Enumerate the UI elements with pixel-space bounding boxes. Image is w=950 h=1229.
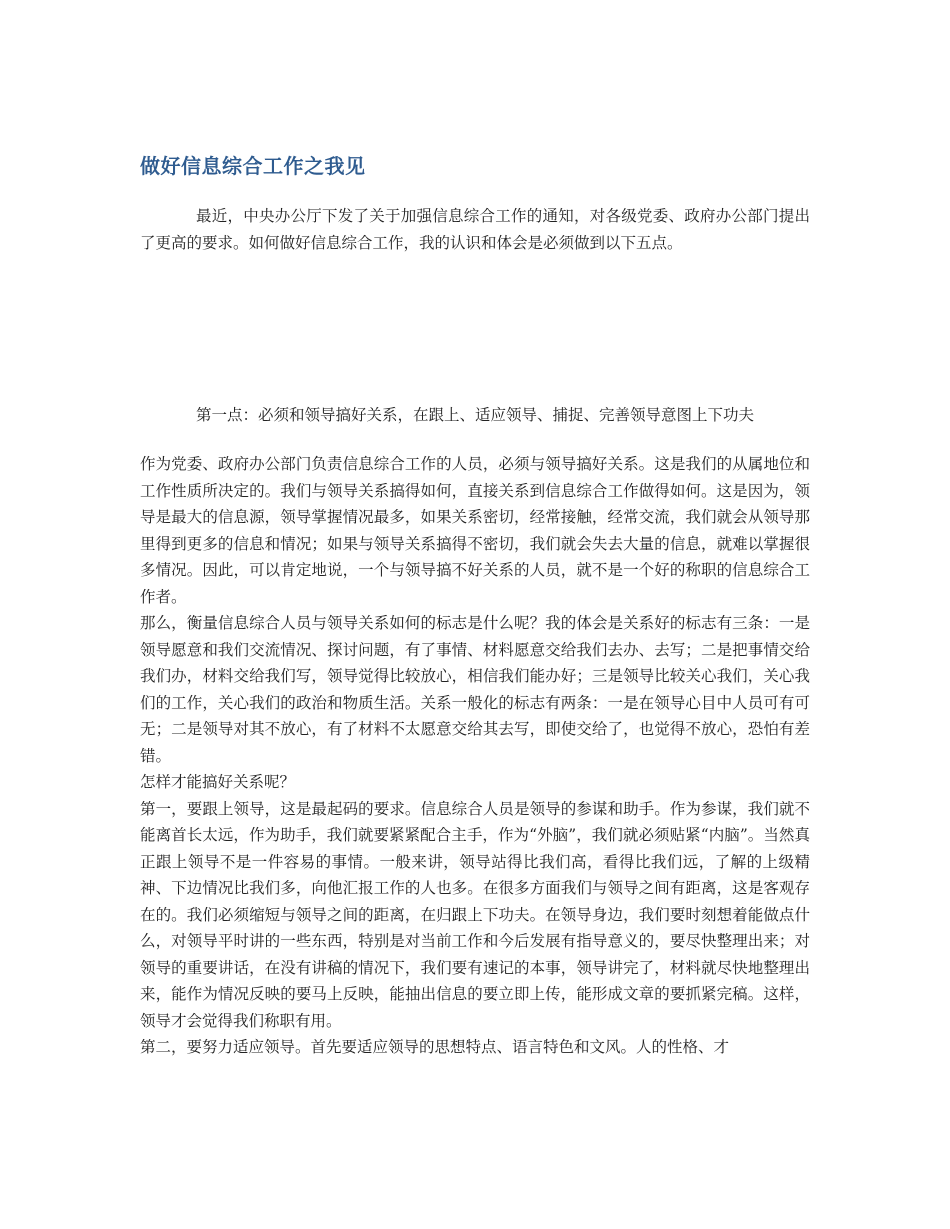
body-content <box>140 451 810 1061</box>
document-title: 做好信息综合工作之我见 <box>140 154 366 178</box>
body-paragraph: 第二，要努力适应领导。首先要适应领导的思想特点、语言特色和文风。人的性格、才 <box>140 1038 730 1056</box>
body-paragraph: 那么，衡量信息综合人员与领导关系如何的标志是什么呢？我的体会是关系好的标志有三条：一是领导愿意和我们交流情况、探讨问题，有了事情、材料愿意交给我们去办、去写；二是把事情交给我们办，材料交给我们写，领导觉得比较放心，相信我们能办好；三是领导比较关心我们，关心我们的工作，关心我们的政治和物质生活。关系一般化的标志有两条：一是在领导心目中人员可有可无；二是领导对其不放心，有了材料不太愿意交给其去写，即使交给了，也觉得不放心，恐怕有差错。 <box>140 614 810 765</box>
intro-paragraph: 最近，中央办公厅下发了关于加强信息综合工作的通知，对各级党委、政府办公部门提出了更高的要求。如何做好信息综合工作，我的认识和体会是必须做到以下五点。 <box>140 207 810 252</box>
point-one-heading: 第一点：必须和领导搞好关系，在跟上、适应领导、捕捉、完善领导意图上下功夫 <box>196 406 755 424</box>
body-paragraph: 作为党委、政府办公部门负责信息综合工作的人员，必须与领导搞好关系。这是我们的从属地位和工作性质所决定的。我们与领导关系搞得如何，直接关系到信息综合工作做得如何。这是因为，领导是最大的信息源，领导掌握情况最多，如果关系密切，经常接触，经常交流，我们就会从领导那里得到更多的信息和情况；如果与领导关系搞得不密切，我们就会失去大量的信息，就难以掌握很多情况。因此，可以肯定地说，一个与领导搞不好关系的人员，就不是一个好的称职的信息综合工作者。 <box>140 455 810 606</box>
body-paragraph: 第一，要跟上领导，这是最起码的要求。信息综合人员是领导的参谋和助手。作为参谋，我们就不能离首长太远，作为助手，我们就要紧紧配合主手，作为“外脑”，我们就必须贴紧“内脑”。当然真正跟上领导不是一件容易的事情。一般来讲，领导站得比我们高，看得比我们远，了解的上级精神、下边情况比我们多，向他汇报工作的人也多。在很多方面我们与领导之间有距离，这是客观存在的。我们必须缩短与领导之间的距离，在归跟上下功夫。在领导身边，我们要时刻想着能做点什么，对领导平时讲的一些东西，特别是对当前工作和今后发展有指导意义的，要尽快整理出来；对领导的重要讲话，在没有讲稿的情况下，我们要有速记的本事，领导讲完了，材料就尽快地整理出来，能作为情况反映的要马上反映，能抽出信息的要立即上传，能形成文章的要抓紧完稿。这样，领导才会觉得我们称职有用。 <box>140 799 810 1030</box>
body-paragraph: 怎样才能搞好关系呢？ <box>140 773 296 791</box>
